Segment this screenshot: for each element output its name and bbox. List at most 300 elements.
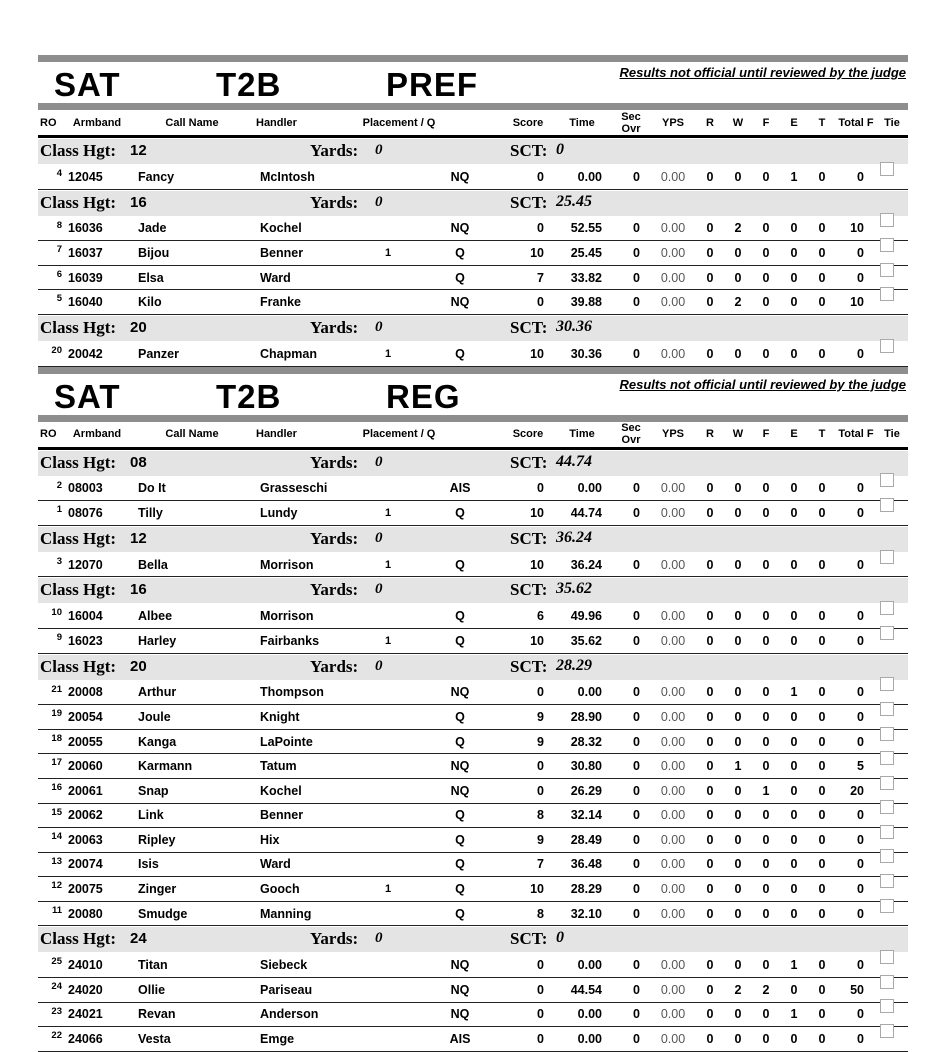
- col-header-t: T: [818, 116, 826, 129]
- tie-checkbox[interactable]: [880, 677, 894, 691]
- ro-cell: 5: [56, 293, 62, 305]
- time-cell: 0.00: [577, 1032, 602, 1047]
- col-header-yps: YPS: [661, 428, 684, 441]
- table-row: [38, 730, 908, 755]
- table-fault-cell: 0: [818, 783, 826, 798]
- yps-cell: 0.00: [660, 221, 686, 236]
- tie-cell: [876, 735, 908, 749]
- class-hgt-value: 24: [130, 930, 147, 948]
- class-hgt-label: Class Hgt:: [40, 528, 117, 548]
- time-cell: 39.88: [570, 295, 602, 310]
- handler-cell: Ward: [260, 270, 291, 285]
- table-row: [38, 754, 908, 779]
- wrong-course-cell: 0: [734, 245, 742, 260]
- table-row: [38, 553, 908, 578]
- sct-label: SCT:: [510, 317, 548, 337]
- total-faults-cell: 0: [857, 245, 864, 260]
- sec-ovr-cell: 0: [633, 245, 640, 260]
- score-cell: 7: [537, 270, 544, 285]
- time-cell: 32.10: [570, 906, 602, 921]
- time-cell: 28.29: [570, 882, 602, 897]
- elimination-cell: 1: [790, 1007, 798, 1022]
- qualify-cell: Q: [455, 245, 465, 260]
- yards-value: 0: [375, 453, 383, 470]
- yps-cell: 0.00: [660, 759, 686, 774]
- qualify-cell: AIS: [449, 1032, 471, 1047]
- elimination-cell: 0: [790, 505, 798, 520]
- elimination-cell: 0: [790, 295, 798, 310]
- score-cell: 0: [537, 685, 544, 700]
- time-cell: 28.90: [570, 709, 602, 724]
- refusals-cell: 0: [706, 709, 714, 724]
- call-name-cell: Bella: [138, 557, 168, 572]
- tie-checkbox[interactable]: [880, 339, 894, 353]
- faults-cell: 0: [762, 557, 770, 572]
- wrong-course-cell: 0: [734, 1007, 742, 1022]
- class-hgt-label: Class Hgt:: [40, 580, 117, 600]
- wrong-course-cell: 0: [734, 685, 742, 700]
- table-fault-cell: 0: [818, 1007, 826, 1022]
- ro-cell: 4: [56, 168, 62, 179]
- armband-cell: 20042: [68, 346, 103, 361]
- tie-checkbox[interactable]: [880, 550, 894, 564]
- time-cell: 35.62: [570, 633, 602, 648]
- faults-cell: 0: [762, 882, 770, 897]
- table-fault-cell: 0: [818, 270, 826, 285]
- faults-cell: 0: [762, 808, 770, 823]
- call-name-cell: Vesta: [138, 1032, 171, 1047]
- tie-checkbox[interactable]: [880, 727, 894, 741]
- total-faults-cell: 0: [857, 685, 864, 700]
- tie-cell: [876, 685, 908, 699]
- class-rows: [38, 165, 908, 190]
- section-title-row: [38, 62, 908, 103]
- qualify-cell: AIS: [449, 481, 471, 496]
- yps-cell: 0.00: [660, 808, 686, 823]
- score-cell: 8: [537, 808, 544, 823]
- sct-label: SCT:: [510, 929, 548, 949]
- table-row: [38, 604, 908, 629]
- class-rows: [38, 342, 908, 367]
- wrong-course-cell: 0: [734, 609, 742, 624]
- tie-checkbox[interactable]: [880, 601, 894, 615]
- total-faults-cell: 0: [857, 906, 864, 921]
- score-cell: 0: [537, 295, 544, 310]
- class-group: [38, 578, 908, 653]
- total-faults-cell: 0: [857, 709, 864, 724]
- total-faults-cell: 5: [857, 759, 864, 774]
- faults-cell: 1: [762, 783, 770, 798]
- table-fault-cell: 0: [818, 1032, 826, 1047]
- elimination-cell: 0: [790, 609, 798, 624]
- tie-checkbox[interactable]: [880, 213, 894, 227]
- sct-label: SCT:: [510, 580, 548, 600]
- elimination-cell: 0: [790, 221, 798, 236]
- qualify-cell: Q: [455, 346, 465, 361]
- sct-label: SCT:: [510, 656, 548, 676]
- class-hgt-value: 12: [130, 529, 147, 547]
- time-cell: 0.00: [577, 685, 602, 700]
- qualify-cell: Q: [455, 734, 465, 749]
- table-fault-cell: 0: [818, 759, 826, 774]
- tie-cell: [876, 295, 908, 309]
- sct-value: 0: [556, 929, 564, 947]
- total-faults-cell: 0: [857, 557, 864, 572]
- class-hgt-label: Class Hgt:: [40, 192, 117, 212]
- refusals-cell: 0: [706, 1032, 714, 1047]
- faults-cell: 0: [762, 245, 770, 260]
- faults-cell: 2: [762, 982, 770, 997]
- qualify-cell: Q: [455, 882, 465, 897]
- table-fault-cell: 0: [818, 557, 826, 572]
- total-faults-cell: 50: [850, 982, 864, 997]
- yps-cell: 0.00: [660, 709, 686, 724]
- sec-ovr-cell: 0: [633, 958, 640, 973]
- tie-cell: [876, 983, 908, 997]
- class-hgt-label: Class Hgt:: [40, 929, 117, 949]
- yards-label: Yards:: [310, 192, 359, 212]
- refusals-cell: 0: [706, 958, 714, 973]
- sct-value: 36.24: [556, 528, 592, 546]
- total-faults-cell: 0: [857, 808, 864, 823]
- yards-label: Yards:: [310, 528, 359, 548]
- score-cell: 10: [530, 882, 544, 897]
- elimination-cell: 0: [790, 832, 798, 847]
- class-group: [38, 191, 908, 315]
- wrong-course-cell: 0: [734, 1032, 742, 1047]
- refusals-cell: 0: [706, 481, 714, 496]
- tie-cell: [876, 1007, 908, 1021]
- qualify-cell: Q: [455, 857, 465, 872]
- wrong-course-cell: 0: [734, 481, 742, 496]
- handler-cell: Franke: [260, 295, 301, 310]
- refusals-cell: 0: [706, 609, 714, 624]
- tie-checkbox[interactable]: [880, 899, 894, 913]
- wrong-course-cell: 0: [734, 783, 742, 798]
- time-cell: 26.29: [570, 783, 602, 798]
- ro-cell: 12: [51, 880, 62, 892]
- tie-checkbox[interactable]: [880, 975, 894, 989]
- yards-label: Yards:: [310, 141, 359, 160]
- ro-cell: 23: [51, 1005, 62, 1017]
- total-faults-cell: 10: [850, 295, 864, 310]
- total-faults-cell: 0: [857, 958, 864, 973]
- class-hgt-value: 20: [130, 318, 147, 336]
- tie-checkbox[interactable]: [880, 874, 894, 888]
- faults-cell: 0: [762, 906, 770, 921]
- table-fault-cell: 0: [818, 709, 826, 724]
- tie-checkbox[interactable]: [880, 473, 894, 487]
- refusals-cell: 0: [706, 906, 714, 921]
- sct-value: 25.45: [556, 192, 592, 210]
- refusals-cell: 0: [706, 633, 714, 648]
- class-group: [38, 927, 908, 1051]
- wrong-course-cell: 2: [734, 982, 742, 997]
- col-header-score: Score: [512, 428, 544, 441]
- yps-cell: 0.00: [660, 1032, 686, 1047]
- class-header-band: [38, 451, 908, 476]
- table-fault-cell: 0: [818, 609, 826, 624]
- sec-ovr-cell: 0: [633, 609, 640, 624]
- sec-ovr-cell: 0: [633, 906, 640, 921]
- wrong-course-cell: 0: [734, 882, 742, 897]
- tie-cell: [876, 481, 908, 495]
- armband-cell: 16023: [68, 633, 103, 648]
- score-cell: 0: [537, 982, 544, 997]
- armband-cell: 16004: [68, 609, 103, 624]
- armband-cell: 20060: [68, 759, 103, 774]
- tie-checkbox[interactable]: [880, 751, 894, 765]
- handler-cell: Chapman: [260, 346, 317, 361]
- tie-checkbox[interactable]: [880, 238, 894, 252]
- col-header-handler: Handler: [256, 428, 297, 441]
- wrong-course-cell: 0: [734, 709, 742, 724]
- table-fault-cell: 0: [818, 857, 826, 872]
- sec-ovr-cell: 0: [633, 759, 640, 774]
- tie-checkbox[interactable]: [880, 776, 894, 790]
- yps-cell: 0.00: [660, 245, 686, 260]
- table-fault-cell: 0: [818, 633, 826, 648]
- sct-value: 30.36: [556, 317, 592, 335]
- refusals-cell: 0: [706, 1007, 714, 1022]
- class-hgt-value: 08: [130, 453, 147, 471]
- call-name-cell: Karmann: [138, 759, 193, 774]
- tie-checkbox[interactable]: [880, 263, 894, 277]
- col-header-armband: Armband: [72, 116, 122, 129]
- yps-cell: 0.00: [660, 783, 686, 798]
- yps-cell: 0.00: [660, 982, 686, 997]
- class-hgt-value: 16: [130, 581, 147, 599]
- wrong-course-cell: 2: [734, 221, 742, 236]
- table-fault-cell: 0: [818, 295, 826, 310]
- total-faults-cell: 20: [850, 783, 864, 798]
- ro-cell: 15: [51, 806, 62, 818]
- class-group: [38, 527, 908, 578]
- col-header-tie: Tie: [884, 428, 900, 441]
- ro-cell: 24: [51, 981, 62, 993]
- col-header-f: F: [762, 116, 770, 129]
- score-cell: 6: [537, 609, 544, 624]
- elimination-cell: 0: [790, 245, 798, 260]
- elimination-cell: 0: [790, 557, 798, 572]
- yps-cell: 0.00: [660, 169, 686, 184]
- faults-cell: 0: [762, 734, 770, 749]
- wrong-course-cell: 0: [734, 958, 742, 973]
- qualify-cell: Q: [455, 609, 465, 624]
- table-row: [38, 902, 908, 927]
- divider-bar-bottom: [38, 415, 908, 422]
- class-rows: [38, 217, 908, 315]
- total-faults-cell: 0: [857, 609, 864, 624]
- table-fault-cell: 0: [818, 832, 826, 847]
- refusals-cell: 0: [706, 832, 714, 847]
- qualify-cell: NQ: [450, 759, 470, 774]
- handler-cell: Morrison: [260, 609, 314, 624]
- yps-cell: 0.00: [660, 1007, 686, 1022]
- table-fault-cell: 0: [818, 221, 826, 236]
- tie-checkbox[interactable]: [880, 1024, 894, 1038]
- tie-checkbox[interactable]: [880, 702, 894, 716]
- elimination-cell: 0: [790, 783, 798, 798]
- yards-value: 0: [375, 657, 383, 674]
- ro-cell: 20: [51, 344, 62, 356]
- wrong-course-cell: 0: [734, 505, 742, 520]
- yards-value: 0: [375, 529, 383, 546]
- faults-cell: 0: [762, 505, 770, 520]
- refusals-cell: 0: [706, 982, 714, 997]
- sec-ovr-cell: 0: [633, 633, 640, 648]
- call-name-cell: Ollie: [138, 982, 166, 997]
- class-rows: [38, 604, 908, 653]
- time-cell: 28.49: [570, 832, 602, 847]
- sec-ovr-cell: 0: [633, 1007, 640, 1022]
- ro-cell: 13: [51, 855, 62, 867]
- ro-cell: 11: [51, 904, 62, 916]
- time-cell: 28.32: [570, 734, 602, 749]
- tie-checkbox[interactable]: [880, 999, 894, 1013]
- handler-cell: Benner: [260, 245, 304, 260]
- sec-ovr-cell: 0: [633, 1032, 640, 1047]
- tie-checkbox[interactable]: [880, 162, 894, 176]
- tie-checkbox[interactable]: [880, 498, 894, 512]
- faults-cell: 0: [762, 221, 770, 236]
- handler-cell: Anderson: [260, 1007, 319, 1022]
- armband-cell: 20054: [68, 709, 103, 724]
- table-row: [38, 953, 908, 978]
- yps-cell: 0.00: [660, 832, 686, 847]
- time-cell: 30.36: [570, 346, 602, 361]
- sec-ovr-cell: 0: [633, 557, 640, 572]
- tie-checkbox[interactable]: [880, 287, 894, 301]
- elimination-cell: 0: [790, 882, 798, 897]
- table-fault-cell: 0: [818, 982, 826, 997]
- tie-cell: [876, 1032, 908, 1046]
- time-cell: 0.00: [577, 481, 602, 496]
- faults-cell: 0: [762, 709, 770, 724]
- class-header-band: [38, 578, 908, 603]
- refusals-cell: 0: [706, 505, 714, 520]
- armband-cell: 16036: [68, 221, 103, 236]
- score-cell: 0: [537, 221, 544, 236]
- total-faults-cell: 0: [857, 857, 864, 872]
- yps-cell: 0.00: [660, 609, 686, 624]
- table-row: [38, 477, 908, 502]
- yards-label: Yards:: [310, 656, 359, 676]
- tie-checkbox[interactable]: [880, 800, 894, 814]
- table-row: [38, 342, 908, 367]
- qualify-cell: Q: [455, 832, 465, 847]
- tie-checkbox[interactable]: [880, 626, 894, 640]
- tie-checkbox[interactable]: [880, 849, 894, 863]
- col-header-r: R: [706, 428, 714, 441]
- divider-bar-top: [38, 55, 908, 62]
- score-cell: 0: [537, 481, 544, 496]
- total-faults-cell: 0: [857, 832, 864, 847]
- yps-cell: 0.00: [660, 685, 686, 700]
- table-fault-cell: 0: [818, 685, 826, 700]
- sec-ovr-cell: 0: [633, 709, 640, 724]
- class-header-band: [38, 316, 908, 341]
- title-event: T2B: [216, 66, 282, 103]
- faults-cell: 0: [762, 1007, 770, 1022]
- faults-cell: 0: [762, 832, 770, 847]
- col-header-sec-ovr: Sec Ovr: [621, 110, 641, 135]
- sec-ovr-cell: 0: [633, 685, 640, 700]
- ro-cell: 14: [51, 831, 62, 843]
- table-row: [38, 877, 908, 902]
- title-event: T2B: [216, 377, 282, 415]
- ro-cell: 18: [51, 732, 62, 744]
- table-row: [38, 217, 908, 242]
- placement-cell: 1: [384, 634, 392, 647]
- score-cell: 0: [537, 1032, 544, 1047]
- wrong-course-cell: 0: [734, 857, 742, 872]
- elimination-cell: 0: [790, 906, 798, 921]
- armband-cell: 20061: [68, 783, 103, 798]
- table-row: [38, 705, 908, 730]
- tie-checkbox[interactable]: [880, 950, 894, 964]
- score-cell: 9: [537, 832, 544, 847]
- handler-cell: Knight: [260, 709, 300, 724]
- wrong-course-cell: 0: [734, 734, 742, 749]
- total-faults-cell: 0: [857, 346, 864, 361]
- col-header-call-name: Call Name: [165, 428, 219, 441]
- table-row: [38, 804, 908, 829]
- col-header-sec-ovr: Sec Ovr: [621, 422, 641, 447]
- armband-cell: 20063: [68, 832, 103, 847]
- placement-cell: 1: [384, 246, 392, 259]
- faults-cell: 0: [762, 609, 770, 624]
- wrong-course-cell: 0: [734, 346, 742, 361]
- time-cell: 44.74: [570, 505, 602, 520]
- class-group: [38, 451, 908, 526]
- class-group: [38, 316, 908, 367]
- call-name-cell: Snap: [138, 783, 169, 798]
- sec-ovr-cell: 0: [633, 295, 640, 310]
- tie-checkbox[interactable]: [880, 825, 894, 839]
- ro-cell: 16: [51, 781, 62, 793]
- score-cell: 10: [530, 557, 544, 572]
- judge-note: Results not official until reviewed by the judge: [619, 65, 906, 80]
- table-row: [38, 1003, 908, 1028]
- armband-cell: 20008: [68, 685, 103, 700]
- table-fault-cell: 0: [818, 245, 826, 260]
- yards-label: Yards:: [310, 452, 359, 472]
- sec-ovr-cell: 0: [633, 734, 640, 749]
- wrong-course-cell: 0: [734, 832, 742, 847]
- refusals-cell: 0: [706, 685, 714, 700]
- class-hgt-label: Class Hgt:: [40, 317, 117, 337]
- sct-value: 28.29: [556, 656, 592, 674]
- section-title-row: [38, 374, 908, 415]
- class-header-band: [38, 139, 908, 164]
- yps-cell: 0.00: [660, 295, 686, 310]
- score-cell: 0: [537, 1007, 544, 1022]
- col-header-ro: RO: [40, 428, 57, 441]
- time-cell: 0.00: [577, 169, 602, 184]
- class-header-band: [38, 527, 908, 552]
- faults-cell: 0: [762, 270, 770, 285]
- col-header-placement-q: Placement / Q: [362, 116, 436, 129]
- score-cell: 0: [537, 759, 544, 774]
- sec-ovr-cell: 0: [633, 505, 640, 520]
- col-header-yps: YPS: [661, 116, 684, 129]
- tie-cell: [876, 609, 908, 623]
- wrong-course-cell: 0: [734, 169, 742, 184]
- wrong-course-cell: 1: [734, 759, 742, 774]
- armband-cell: 08076: [68, 505, 103, 520]
- faults-cell: 0: [762, 295, 770, 310]
